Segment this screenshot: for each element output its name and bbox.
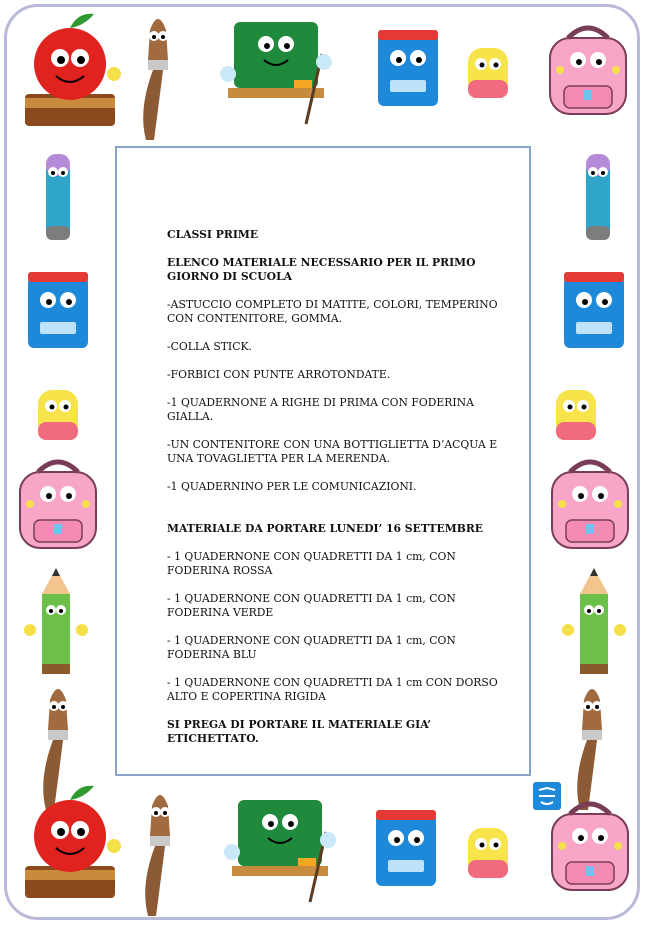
brush-icon [145, 795, 170, 916]
list-item: -FORBICI CON PUNTE ARROTONDATE. [167, 368, 391, 381]
list-item: - 1 QUADERNONE CON QUADRETTI DA 1 cm, CON FODERINA VERDE [167, 592, 456, 619]
list-item: -1 QUADERNONE A RIGHE DI PRIMA CON FODERINA GIALLA. [167, 396, 474, 423]
content-panel [115, 146, 531, 776]
backpack-icon [20, 462, 96, 548]
list-item: - 1 QUADERNONE CON QUADRETTI DA 1 cm, CON FODERINA ROSSA [167, 550, 456, 577]
chalkboard-icon [224, 800, 336, 902]
book-icon [376, 810, 436, 886]
pencil-icon [562, 568, 626, 674]
list-item: - 1 QUADERNONE CON QUADRETTI DA 1 cm CON DORSO ALTO E COPERTINA RIGIDA [167, 676, 498, 703]
eraser-icon [556, 390, 596, 440]
closing-note: SI PREGA DI PORTARE IL MATERIALE GIA’ ETICHETTATO. [167, 718, 432, 745]
book-icon [564, 272, 624, 348]
list-title: ELENCO MATERIALE NECESSARIO PER IL PRIMO GIORNO DI SCUOLA [167, 256, 476, 283]
eraser-icon [468, 48, 508, 98]
list-item: -ASTUCCIO COMPLETO DI MATITE, COLORI, TEMPERINO CON CONTENITORE, GOMMA. [167, 298, 498, 325]
backpack-icon [550, 28, 626, 114]
list-item: -COLLA STICK. [167, 340, 252, 353]
glue-pen-icon [586, 154, 610, 240]
notice-text [167, 228, 507, 760]
logo-icon [533, 782, 561, 810]
list-item: - 1 QUADERNONE CON QUADRETTI DA 1 cm, CON FODERINA BLU [167, 634, 456, 661]
book-icon [28, 272, 88, 348]
brush-icon [577, 689, 602, 810]
backpack-icon [552, 804, 628, 890]
list-item: -UN CONTENITORE CON UNA BOTTIGLIETTA D’ACQUA E UNA TOVAGLIETTA PER LA MERENDA. [167, 438, 498, 465]
glue-pen-icon [46, 154, 70, 240]
book-icon [378, 30, 438, 106]
page-title: CLASSI PRIME [167, 228, 259, 241]
brush-icon [43, 689, 68, 810]
apple-icon [25, 14, 121, 126]
brush-icon [143, 19, 168, 140]
section-title: MATERIALE DA PORTARE LUNEDI’ 16 SETTEMBRE [167, 522, 484, 535]
eraser-icon [468, 828, 508, 878]
pencil-icon [24, 568, 88, 674]
list-item: -1 QUADERNINO PER LE COMUNICAZIONI. [167, 480, 417, 493]
chalkboard-icon [220, 22, 332, 124]
backpack-icon [552, 462, 628, 548]
eraser-icon [38, 390, 78, 440]
apple-icon [25, 786, 121, 898]
